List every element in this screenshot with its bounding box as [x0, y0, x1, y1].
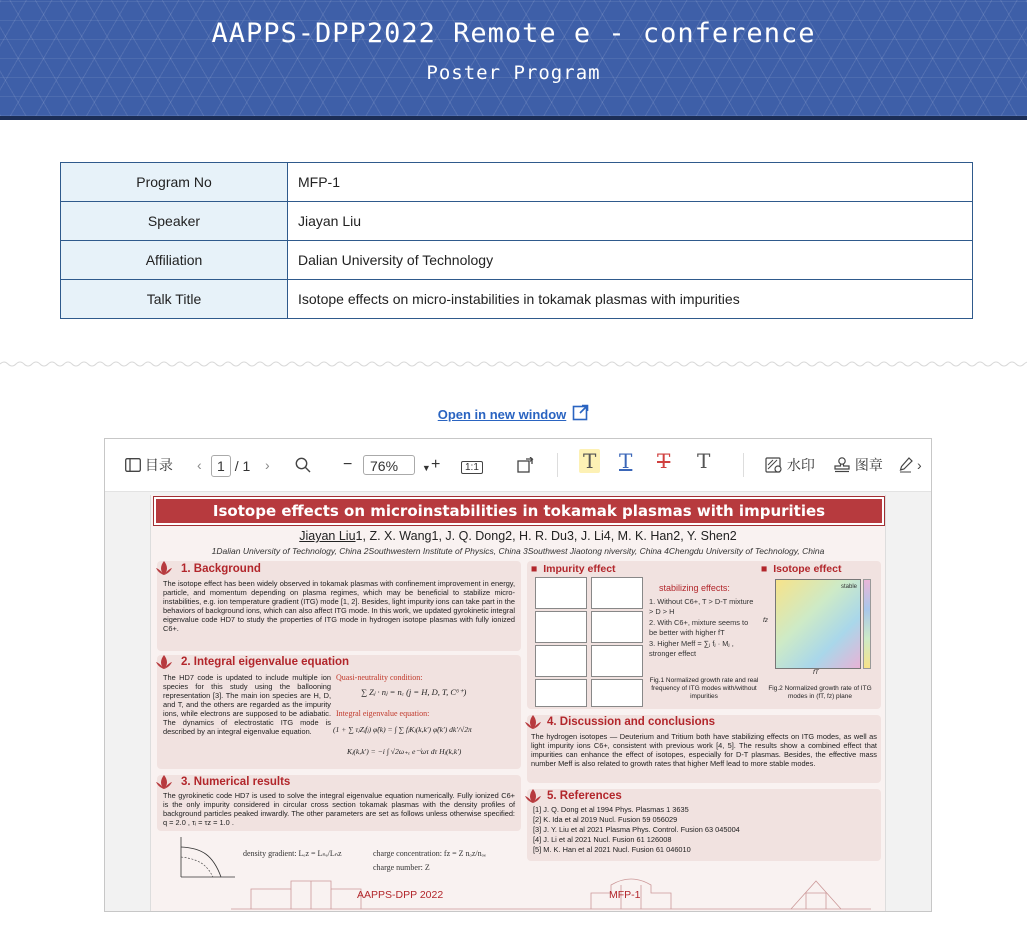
speaker-value: Jiayan Liu	[288, 202, 973, 241]
page-nav	[211, 455, 250, 475]
fig1-panel-2	[591, 577, 643, 609]
charge-concentration-note: charge concentration: fz = Z nₒz/nₒₑ	[373, 849, 486, 858]
program-info-table	[60, 162, 973, 319]
footer-conference: AAPPS-DPP 2022	[357, 889, 444, 901]
heatmap-stable-label: stable	[840, 584, 857, 590]
lotus-icon	[154, 773, 174, 791]
stamp-label: 图章	[854, 457, 883, 473]
stabilizing-3: 3. Higher Meff = ∑ⱼ fⱼ · Mⱼ , stronger effect	[649, 639, 734, 658]
fig1-panel-7	[535, 679, 587, 707]
text-icon: T	[697, 449, 711, 473]
reference-item: [3] J. Y. Liu et al 2021 Plasma Phys. Control. Fusion 63 045004	[533, 825, 740, 834]
more-tools-button[interactable]: ›	[917, 457, 922, 473]
table-row	[61, 202, 973, 241]
reference-item: [4] J. Li et al 2021 Nucl. Fusion 61 126008	[533, 835, 672, 844]
fig2-xlabel: fT	[813, 669, 819, 676]
text-select-button[interactable]	[579, 451, 600, 471]
fig1-panel-1	[535, 577, 587, 609]
reference-item: [2] K. Ida et al 2019 Nucl. Fusion 59 056029	[533, 815, 678, 824]
fig1-panel-3	[535, 611, 587, 643]
search-icon	[295, 457, 311, 473]
fig1-panel-6	[591, 645, 643, 677]
other-authors: 1, Z. X. Wang1, J. Q. Dong2, H. R. Du3, J. Li4, M. K. Han2, Y. Shen2	[355, 529, 737, 543]
impurity-effect-label: Impurity effect	[543, 563, 616, 575]
affiliation-value: Dalian University of Technology	[288, 241, 973, 280]
density-gradient-note: density gradient: Lₑz = Lₙₑ/Lₙz	[243, 849, 342, 858]
eq2-title: Integral eigenvalue equation:	[336, 709, 430, 718]
stabilizing-1: 1. Without C6+, T > D-T mixture > D > H	[649, 597, 754, 616]
section-3-title: 3. Numerical results	[181, 776, 291, 788]
eq2: (1 + ∑ τⱼZⱼfⱼ) φ̂(k) = ∫ ∑ fⱼKⱼ(k,k′) φ̂(k′) dk′/√2π	[333, 725, 472, 734]
reference-item: [1] J. Q. Dong et al 1994 Phys. Plasmas 1 3635	[533, 805, 689, 814]
section-1-text: The isotope effect has been widely observed in tokamak plasmas with confinement improvement in energy, particle, and momentum depending on plasma regimes, which may be beneficial to stabilize micro-instabilities, e.g. ion temperature gradient (ITG) mode [1, 2]. Besides, light impurity ions can take part in the behaviors of background ions, which can also affect ITG mode. In this work, we updated gyrokinetic integral eigenvalue code HD7 to study the properties of ITG mode in hydrogen isotope plasmas with fully ionized C6+.	[163, 579, 515, 633]
eq1: ∑ Zⱼ · nⱼ = nₑ (j = H, D, T, C⁶⁺)	[361, 687, 467, 697]
affiliation-label: Affiliation	[61, 241, 288, 280]
text-select-icon: T	[579, 449, 600, 473]
toolbar-divider	[557, 453, 558, 477]
fig1-panel-8	[591, 679, 643, 707]
fig1-panel-5	[535, 645, 587, 677]
lotus-icon	[523, 713, 543, 731]
reference-item: [5] M. K. Han et al 2021 Nucl. Fusion 61 046010	[533, 845, 691, 854]
fig2-caption: Fig.2 Normalized growth rate of ITG modes in (fT, fz) plane	[768, 685, 872, 700]
section-4-text: The hydrogen isotopes — Deuterium and Tritium both have stabilizing effects on ITG modes, as well as light impurity ions C6+, consistent with previous work [4, 5]. The results show a combined effect that impurities can enhance the effect of isotopes, especially for D-T plasmas. Besides, the effective mass number Meff is also related to growth rates that higher Meff lead to more stable modes.	[531, 732, 877, 768]
stamp-icon	[833, 457, 851, 473]
eq3: Kⱼ(k,k′) = −i ∫ √2ω₊ₑ e⁻ⁱωτ dτ Hⱼ(k,k′)	[347, 747, 462, 756]
actual-size-button[interactable]	[461, 455, 483, 475]
page-banner	[0, 0, 1027, 120]
heatmap-colorbar	[863, 579, 871, 669]
zoom-value: 76%	[363, 455, 415, 475]
section-4-title: 4. Discussion and conclusions	[547, 716, 716, 728]
lotus-icon	[154, 653, 174, 671]
stabilizing-2: 2. With C6+, mixture seems to be better with higher fT	[649, 618, 749, 637]
open-link-row	[0, 404, 1027, 422]
program-no-label: Program No	[61, 163, 288, 202]
rotate-icon	[517, 457, 535, 473]
stamp-button[interactable]	[833, 455, 883, 475]
density-profile-sketch	[177, 835, 237, 881]
zoom-select[interactable]	[363, 455, 431, 475]
watermark-label: 水印	[786, 457, 815, 473]
eq1-title: Quasi-neutrality condition:	[336, 673, 423, 682]
table-row	[61, 280, 973, 319]
banner-subtitle: Poster Program	[426, 62, 601, 84]
strikethrough-button[interactable]	[657, 451, 670, 471]
prev-page-button[interactable]: ‹	[197, 457, 202, 473]
program-no-value: MFP-1	[288, 163, 973, 202]
pdf-viewer	[104, 438, 932, 912]
table-row	[61, 241, 973, 280]
strikethrough-icon: T	[657, 449, 671, 473]
open-in-new-window-link[interactable]: Open in new window	[437, 407, 567, 422]
page-total: / 1	[234, 458, 251, 474]
section-2-text: The HD7 code is updated to include multiple ion species for this study using the ballooning representation [3]. The main ion species are H, D, and T, and the others are regarded as the impurity ions, while electrons are supposed to be adiabatic. The dynamics of electrostatic ITG mode is described by an integral eigenvalue equation.	[163, 673, 331, 736]
toc-button[interactable]	[125, 455, 173, 475]
poster-page	[150, 495, 886, 911]
banner-title: AAPPS-DPP2022 Remote e - conference	[211, 18, 816, 49]
footer-program-no: MFP-1	[609, 889, 641, 901]
fig1-panel-4	[591, 611, 643, 643]
pen-icon	[899, 457, 913, 473]
talk-title-label: Talk Title	[61, 280, 288, 319]
lotus-icon	[523, 787, 543, 805]
campus-skyline-decoration	[231, 871, 871, 911]
search-button[interactable]	[295, 455, 311, 475]
section-2-title: 2. Integral eigenvalue equation	[181, 656, 350, 668]
table-row	[61, 163, 973, 202]
stabilizing-title: stabilizing effects:	[659, 583, 730, 593]
poster-title: Isotope effects on microinstabilities in tokamak plasmas with impurities	[154, 497, 884, 525]
isotope-effect-title: ■ Isotope effect	[761, 563, 842, 575]
underline-icon: T	[619, 449, 633, 473]
talk-title-value: Isotope effects on micro-instabilities in tokamak plasmas with impurities	[288, 280, 973, 319]
charge-number-note: charge number: Z	[373, 863, 430, 872]
watermark-button[interactable]	[765, 455, 815, 475]
pen-button[interactable]	[899, 455, 913, 475]
rotate-button[interactable]	[517, 455, 535, 475]
poster-affiliations: 1Dalian University of Technology, China 2Southwestern Institute of Physics, China 3Southwest Jiaotong niversity, China 4Chengdu University of Technology, China	[211, 546, 825, 556]
pdf-toolbar	[105, 439, 931, 492]
zoom-out-button[interactable]: −	[343, 456, 353, 473]
chevron-down-icon: ▼	[421, 463, 431, 473]
section-3-text: The gyrokinetic code HD7 is used to solve the integral eigenvalue equation numerically. Fully ionized C6+ is the only impurity considered in circular cross section tokamak plasmas with the density profiles of background particles peaked inwardly. The other parameters are set as follows unless otherwise specified: q = 2.0 , τᵢ = τz = 1.0 .	[163, 791, 515, 827]
actual-size-label: 1:1	[461, 461, 483, 474]
underline-button[interactable]	[619, 451, 632, 471]
fig1-caption: Fig.1 Normalized growth rate and real frequency of ITG modes with/without impurities	[649, 677, 759, 700]
page-input[interactable]: 1	[211, 455, 231, 477]
isotope-effect-label: Isotope effect	[773, 563, 842, 575]
toolbar-divider	[743, 453, 744, 477]
section-1-title: 1. Background	[181, 563, 261, 575]
speaker-label: Speaker	[61, 202, 288, 241]
zoom-in-button[interactable]: +	[431, 456, 441, 473]
section-5-title: 5. References	[547, 790, 622, 802]
toc-label: 目录	[144, 457, 173, 473]
next-page-button[interactable]: ›	[265, 457, 270, 473]
first-author: Jiayan Liu	[299, 529, 356, 543]
text-button[interactable]	[697, 451, 710, 471]
external-link-icon[interactable]	[572, 404, 589, 421]
watermark-icon	[765, 457, 783, 473]
lotus-icon	[154, 559, 174, 577]
impurity-effect-title: ■ Impurity effect	[531, 563, 616, 575]
isotope-heatmap	[775, 579, 861, 669]
fig2-ylabel: fz	[763, 617, 769, 624]
wavy-divider	[0, 360, 1027, 368]
poster-authors	[151, 529, 885, 543]
sidebar-toggle-icon	[125, 458, 141, 472]
